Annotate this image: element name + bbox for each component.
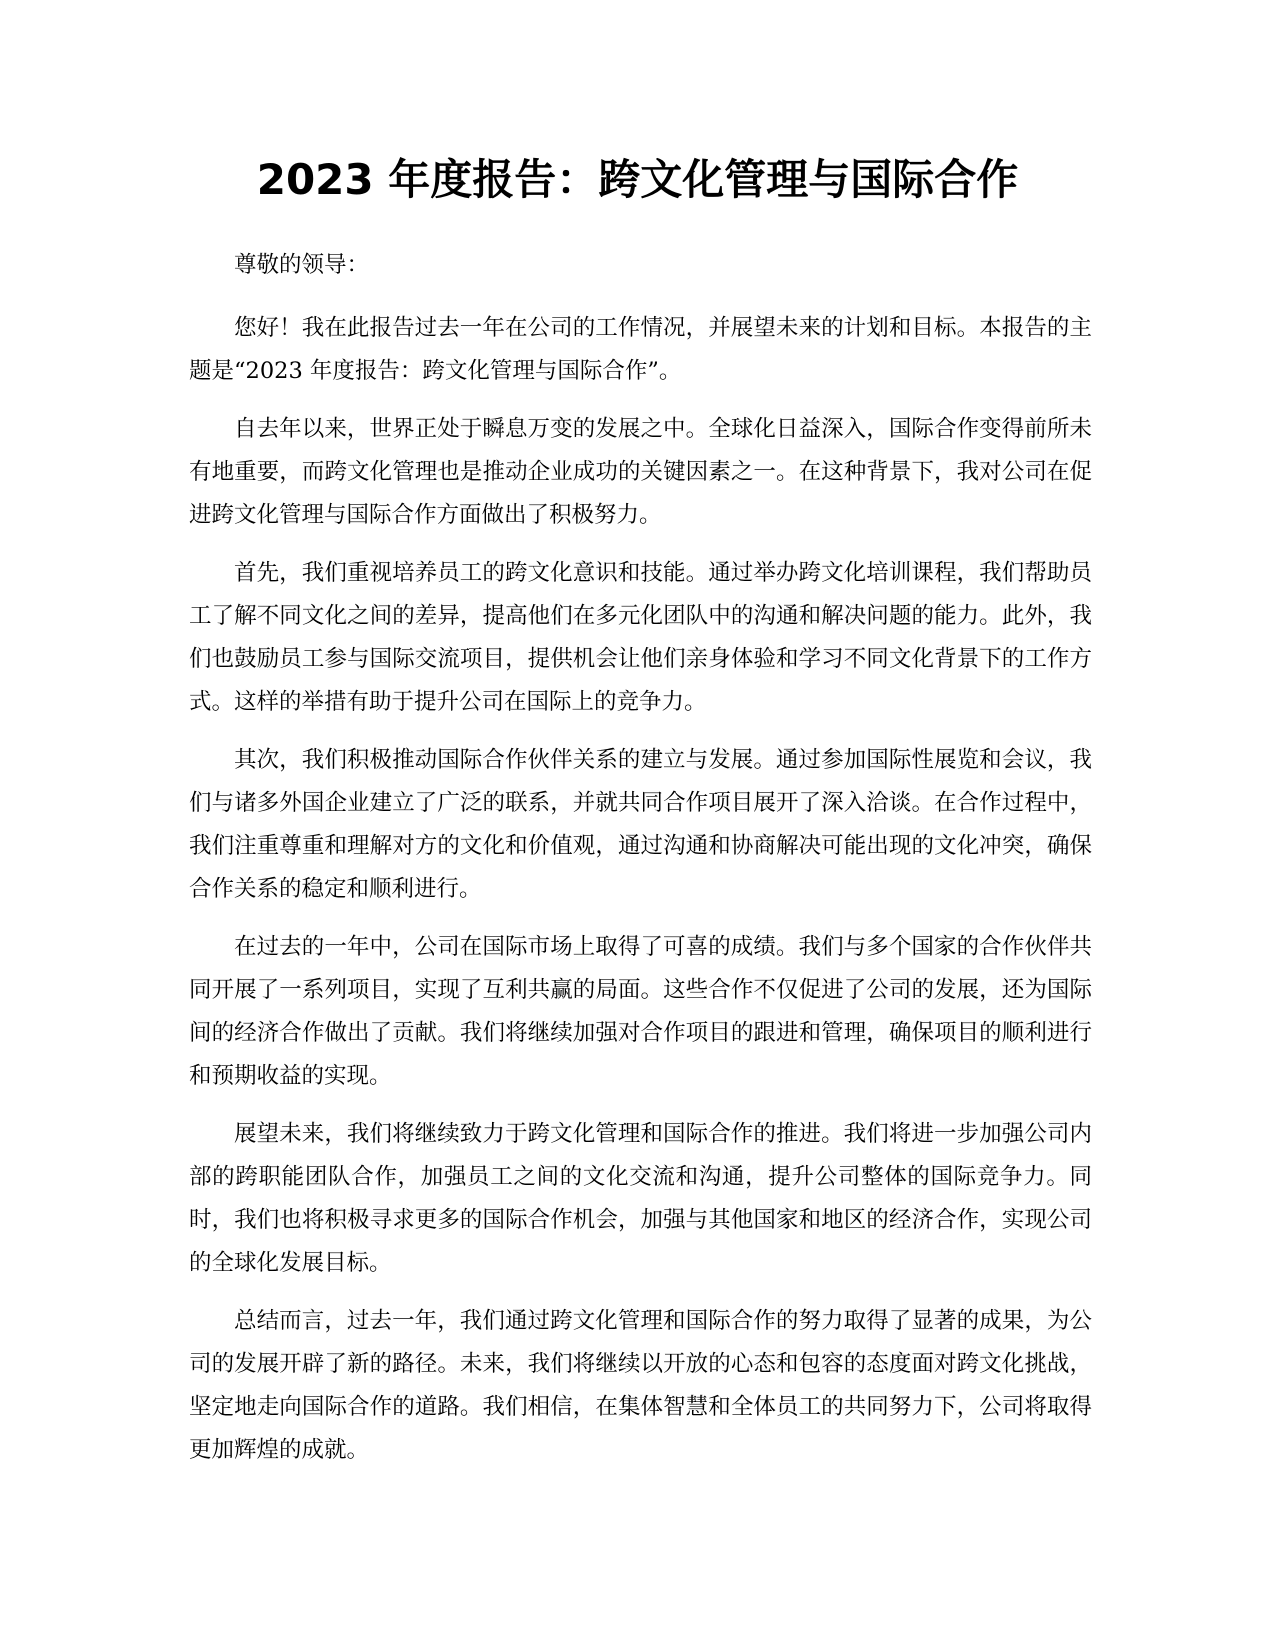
document-body: [189, 244, 1092, 1487]
document-title: 2023 年度报告：跨文化管理与国际合作: [256, 155, 1019, 204]
paragraph-results: 在过去的一年中，公司在国际市场上取得了可喜的成绩。我们与多个国家的合作伙伴共同开展了一系列项目，实现了互利共赢的局面。这些合作不仅促进了公司的发展，还为国际间的经济合作做出了贡献。我们将继续加强对合作项目的跟进和管理，确保项目的顺利进行和预期收益的实现。: [189, 934, 1092, 1089]
paragraph-training: 首先，我们重视培养员工的跨文化意识和技能。通过举办跨文化培训课程，我们帮助员工了解不同文化之间的差异，提高他们在多元化团队中的沟通和解决问题的能力。此外，我们也鼓励员工参与国际交流项目，提供机会让他们亲身体验和学习不同文化背景下的工作方式。这样的举措有助于提升公司在国际上的竞争力。: [189, 560, 1092, 715]
paragraph-background: 自去年以来，世界正处于瞬息万变的发展之中。全球化日益深入，国际合作变得前所未有地重要，而跨文化管理也是推动企业成功的关键因素之一。在这种背景下，我对公司在促进跨文化管理与国际合作方面做出了积极努力。: [189, 416, 1092, 528]
paragraph-outlook: 展望未来，我们将继续致力于跨文化管理和国际合作的推进。我们将进一步加强公司内部的跨职能团队合作，加强员工之间的文化交流和沟通，提升公司整体的国际竞争力。同时，我们也将积极寻求更多的国际合作机会，加强与其他国家和地区的经济合作，实现公司的全球化发展目标。: [189, 1121, 1092, 1276]
paragraph-conclusion: 总结而言，过去一年，我们通过跨文化管理和国际合作的努力取得了显著的成果，为公司的发展开辟了新的路径。未来，我们将继续以开放的心态和包容的态度面对跨文化挑战，坚定地走向国际合作的道路。我们相信，在集体智慧和全体员工的共同努力下，公司将取得更加辉煌的成就。: [189, 1308, 1092, 1463]
salutation: 尊敬的领导：: [234, 252, 370, 278]
paragraph-greeting: 您好！我在此报告过去一年在公司的工作情况，并展望未来的计划和目标。本报告的主题是“2023 年度报告：跨文化管理与国际合作”。: [189, 315, 1092, 384]
paragraph-partnership: 其次，我们积极推动国际合作伙伴关系的建立与发展。通过参加国际性展览和会议，我们与诸多外国企业建立了广泛的联系，并就共同合作项目展开了深入洽谈。在合作过程中，我们注重尊重和理解对方的文化和价值观，通过沟通和协商解决可能出现的文化冲突，确保合作关系的稳定和顺利进行。: [189, 747, 1092, 902]
